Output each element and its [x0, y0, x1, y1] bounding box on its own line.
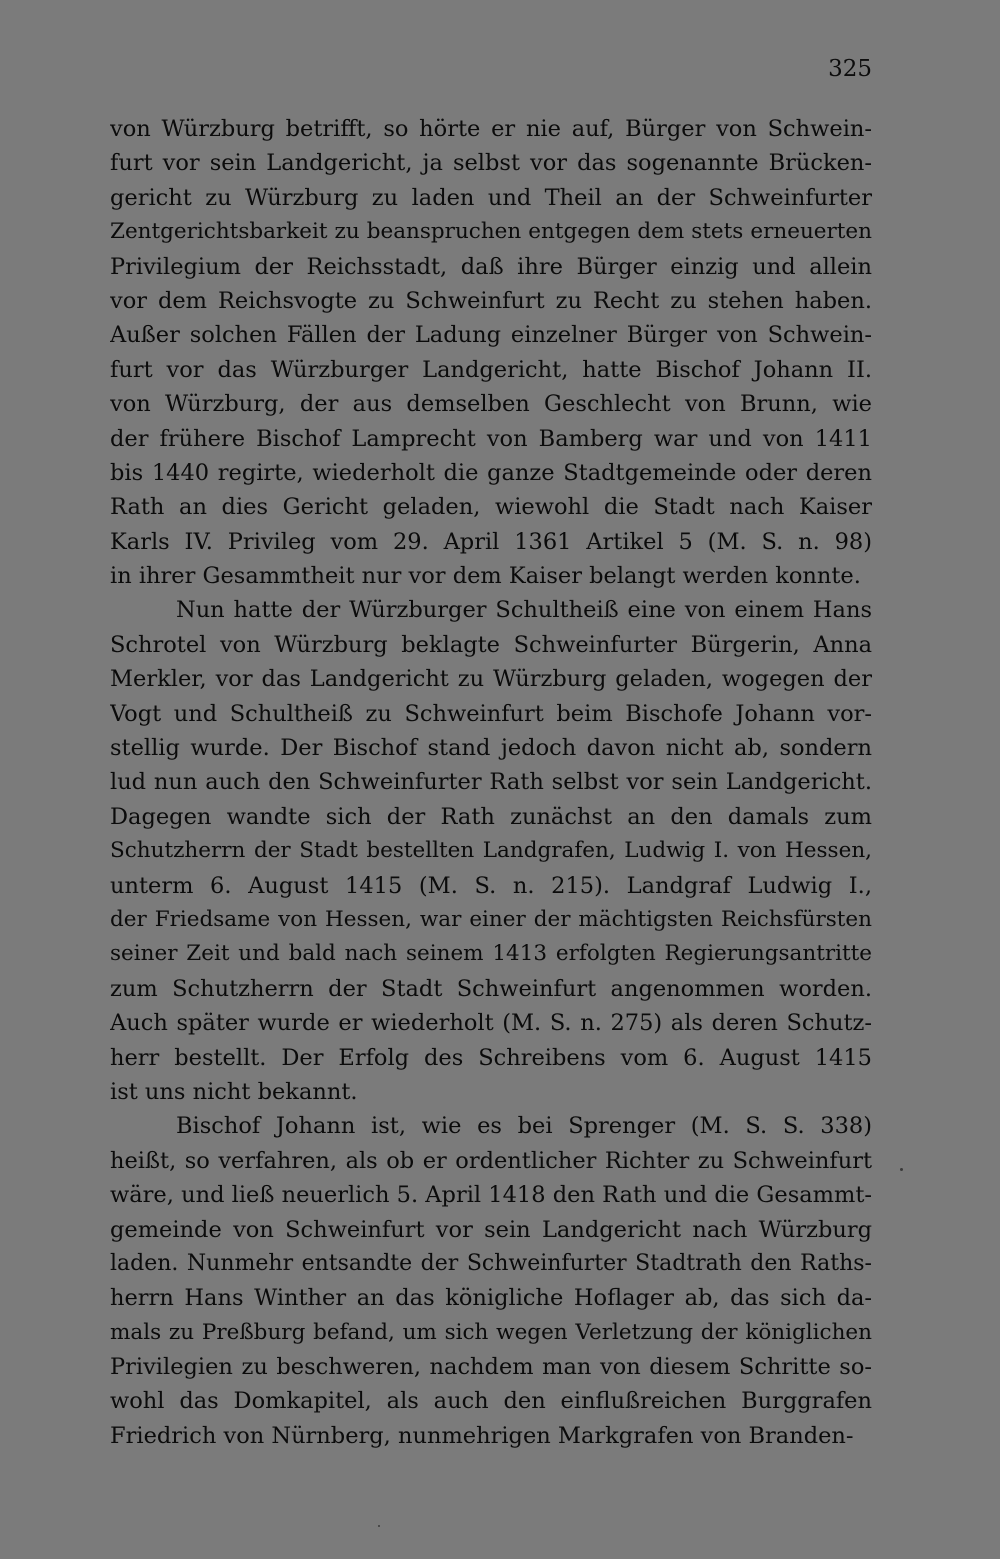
text-line: der frühere Bischof Lamprecht von Bamberg war und von 1411 — [110, 425, 872, 452]
text-line: ist uns nicht bekannt. — [110, 1078, 358, 1105]
text-line: gemeinde von Schweinfurt vor sein Landgericht nach Würzburg — [110, 1216, 872, 1243]
paragraph — [110, 112, 872, 593]
text-line: furt vor das Würzburger Landgericht, hatte Bischof Johann II. — [110, 356, 872, 383]
text-line: in ihrer Gesammtheit nur vor dem Kaiser belangt werden konnte. — [110, 563, 861, 590]
body-text — [110, 112, 872, 1453]
scan-speck — [900, 1168, 903, 1171]
text-line: wohl das Domkapitel, als auch den einflußreichen Burggrafen — [110, 1388, 872, 1415]
text-line: Merkler, vor das Landgericht zu Würzburg geladen, wogegen der — [110, 666, 872, 693]
text-line: lud nun auch den Schweinfurter Rath selbst vor sein Landgericht. — [110, 769, 872, 796]
text-line: Nun hatte der Würzburger Schultheiß eine von einem Hans — [176, 597, 872, 624]
scan-speck — [378, 1525, 380, 1527]
text-line: heißt, so verfahren, als ob er ordentlicher Richter zu Schweinfurt — [110, 1147, 872, 1174]
text-line: furt vor sein Landgericht, ja selbst vor das sogenannte Brücken- — [110, 150, 872, 177]
text-line: von Würzburg betrifft, so hörte er nie auf, Bürger von Schwein- — [110, 116, 872, 142]
page-number: 325 — [828, 56, 872, 82]
text-line: unterm 6. August 1415 (M. S. n. 215). Landgraf Ludwig I., — [110, 872, 872, 899]
text-line: Zentgerichtsbarkeit zu beanspruchen entgegen dem stets erneuerten — [110, 219, 872, 245]
text-line: laden. Nunmehr entsandte der Schweinfurter Stadtrath den Raths- — [110, 1250, 872, 1276]
text-line: Schutzherrn der Stadt bestellten Landgrafen, Ludwig I. von Hessen, — [110, 838, 872, 864]
text-line: Privilegium der Reichsstadt, daß ihre Bürger einzig und allein — [110, 253, 872, 280]
text-line: herr bestellt. Der Erfolg des Schreibens vom 6. August 1415 — [110, 1044, 872, 1071]
text-line: wäre, und ließ neuerlich 5. April 1418 den Rath und die Gesammt- — [110, 1182, 872, 1209]
text-line: vor dem Reichsvogte zu Schweinfurt zu Recht zu stehen haben. — [110, 287, 872, 314]
text-line: seiner Zeit und bald nach seinem 1413 erfolgten Regierungsantritte — [110, 941, 872, 967]
text-line: Bischof Johann ist, wie es bei Sprenger (M. S. S. 338) — [176, 1113, 872, 1140]
paragraph — [110, 1109, 872, 1453]
text-line: Dagegen wandte sich der Rath zunächst an den damals zum — [110, 803, 872, 830]
text-line: mals zu Preßburg befand, um sich wegen Verletzung der königlichen — [110, 1319, 872, 1345]
text-line: gericht zu Würzburg zu laden und Theil an der Schweinfurter — [110, 184, 872, 211]
text-line: Privilegien zu beschweren, nachdem man von diesem Schritte so- — [110, 1354, 872, 1381]
paragraph — [110, 593, 872, 1109]
text-line: Auch später wurde er wiederholt (M. S. n. 275) als deren Schutz- — [110, 1010, 872, 1037]
text-line: herrn Hans Winther an das königliche Hoflager ab, das sich da- — [110, 1285, 872, 1312]
text-line: bis 1440 regirte, wiederholt die ganze Stadtgemeinde oder deren — [110, 459, 872, 486]
text-line: Außer solchen Fällen der Ladung einzelner Bürger von Schwein- — [110, 322, 872, 349]
text-line: der Friedsame von Hessen, war einer der mächtigsten Reichsfürsten — [110, 906, 872, 932]
text-line: Schrotel von Würzburg beklagte Schweinfurter Bürgerin, Anna — [110, 631, 872, 658]
text-line: Karls IV. Privileg vom 29. April 1361 Artikel 5 (M. S. n. 98) — [110, 528, 872, 555]
text-line: stellig wurde. Der Bischof stand jedoch davon nicht ab, sondern — [110, 735, 872, 762]
text-line: Vogt und Schultheiß zu Schweinfurt beim Bischofe Johann vor- — [110, 700, 872, 727]
text-line: Friedrich von Nürnberg, nunmehrigen Markgrafen von Branden- — [110, 1422, 854, 1449]
text-line: Rath an dies Gericht geladen, wiewohl die Stadt nach Kaiser — [110, 494, 872, 521]
text-line: von Würzburg, der aus demselben Geschlecht von Brunn, wie — [110, 391, 872, 418]
text-line: zum Schutzherrn der Stadt Schweinfurt angenommen worden. — [110, 975, 872, 1002]
